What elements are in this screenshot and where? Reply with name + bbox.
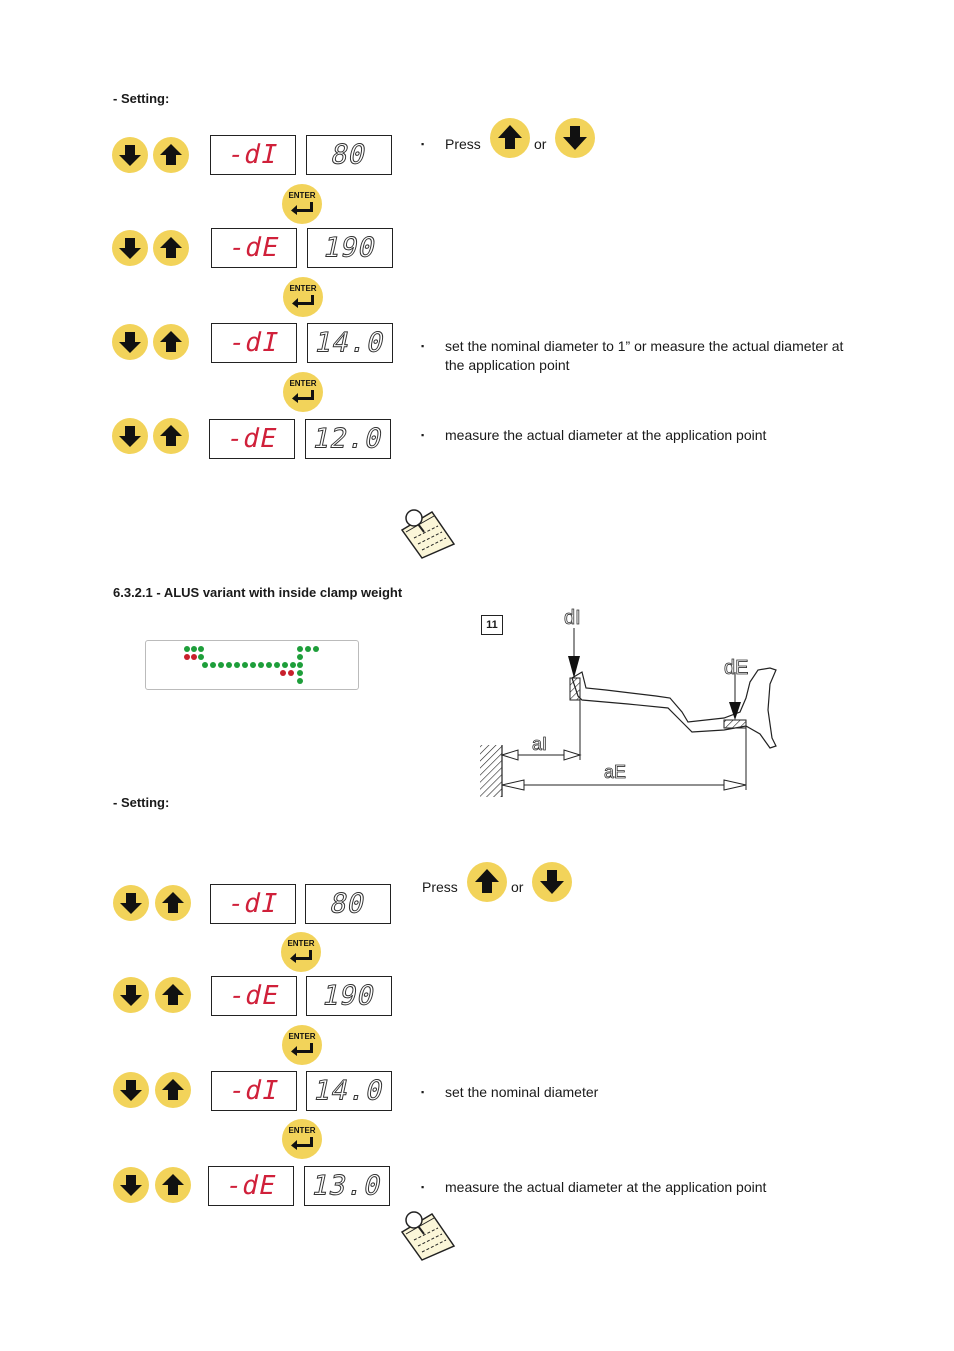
value-display: 13.0 [304, 1166, 390, 1206]
arrow-down-icon [555, 118, 595, 158]
code-display: -dE [209, 419, 295, 459]
instruction-measure-diameter: ▪ measure the actual diameter at the application point [445, 1178, 766, 1197]
code-display: -dI [211, 323, 297, 363]
arrow-up-button[interactable] [153, 137, 189, 173]
arrow-down-button[interactable] [112, 418, 148, 454]
enter-button[interactable]: ENTER [282, 1119, 322, 1159]
code-display: -dE [211, 228, 297, 268]
code-display: -dI [211, 1071, 297, 1111]
figure-number: 11 [481, 615, 503, 635]
or-text: or [534, 136, 547, 152]
led-display-panel [145, 640, 359, 690]
instruction-set-diameter: ▪ set the nominal diameter to 1” or measure the actual diameter at the application point [445, 337, 865, 375]
led-dot [258, 662, 264, 668]
note-pin-icon [398, 1206, 456, 1262]
led-dot [191, 654, 197, 660]
instruction-measure-diameter: ▪ measure the actual diameter at the application point [445, 426, 766, 445]
value-display: 190 [306, 976, 392, 1016]
enter-button[interactable]: ENTER [281, 932, 321, 972]
instruction-set-diameter: ▪ set the nominal diameter [445, 1083, 598, 1102]
arrow-down-button[interactable] [113, 1167, 149, 1203]
led-dot [297, 662, 303, 668]
led-dot [242, 662, 248, 668]
arrow-down-button[interactable] [112, 230, 148, 266]
enter-button[interactable]: ENTER [283, 372, 323, 412]
rim-profile [572, 668, 776, 748]
led-dot [184, 654, 190, 660]
enter-button[interactable]: ENTER [282, 184, 322, 224]
section-title: 6.3.2.1 - ALUS variant with inside clamp weight [113, 585, 403, 600]
led-dot [191, 646, 197, 652]
code-display: -dE [211, 976, 297, 1016]
led-dot [250, 662, 256, 668]
led-dot [305, 646, 311, 652]
value-display: 12.0 [305, 419, 391, 459]
label-aE: aE [604, 762, 627, 782]
arrow-down-button[interactable] [113, 1072, 149, 1108]
value-display: 80 [305, 884, 391, 924]
arrow-up-button[interactable] [155, 1072, 191, 1108]
or-text: or [511, 879, 524, 895]
code-display: -dE [208, 1166, 294, 1206]
arrow-down-icon [532, 862, 572, 902]
arrow-up-button[interactable] [155, 977, 191, 1013]
arrow-up-icon [490, 118, 530, 158]
note-pin-icon [398, 504, 456, 560]
led-dot [297, 646, 303, 652]
led-dot [226, 662, 232, 668]
led-dot [282, 662, 288, 668]
arrow-down-button[interactable] [112, 324, 148, 360]
led-dot [274, 662, 280, 668]
press-instruction: ▪ Press [445, 135, 481, 154]
wall-hatch [480, 745, 502, 797]
arrow-up-button[interactable] [155, 885, 191, 921]
led-dot [266, 662, 272, 668]
led-dot [280, 670, 286, 676]
enter-button[interactable]: ENTER [283, 277, 323, 317]
value-display: 14.0 [306, 1071, 392, 1111]
value-display: 190 [307, 228, 393, 268]
led-dot [234, 662, 240, 668]
led-dot [202, 662, 208, 668]
led-dot [198, 654, 204, 660]
code-display: -dI [210, 884, 296, 924]
arrow-up-button[interactable] [153, 418, 189, 454]
setting-label: - Setting: [113, 91, 170, 106]
led-dot [184, 646, 190, 652]
led-dot [290, 662, 296, 668]
label-dE: dE [724, 657, 749, 679]
outside-weight [724, 720, 746, 728]
arrow-down-button[interactable] [113, 885, 149, 921]
led-dot [218, 662, 224, 668]
code-display: -dI [210, 135, 296, 175]
led-dot [210, 662, 216, 668]
setting-label: - Setting: [113, 795, 170, 810]
arrow-up-button[interactable] [155, 1167, 191, 1203]
inside-weight [570, 678, 580, 700]
led-dot [313, 646, 319, 652]
enter-button[interactable]: ENTER [282, 1025, 322, 1065]
label-aI: aI [532, 734, 548, 754]
label-dI: dI [564, 607, 581, 629]
value-display: 80 [306, 135, 392, 175]
arrow-up-button[interactable] [153, 324, 189, 360]
led-dot [297, 670, 303, 676]
wheel-diagram [478, 600, 798, 805]
arrow-up-button[interactable] [153, 230, 189, 266]
press-instruction: Press [422, 879, 458, 895]
arrow-down-button[interactable] [113, 977, 149, 1013]
led-dot [297, 654, 303, 660]
arrow-down-button[interactable] [112, 137, 148, 173]
value-display: 14.0 [307, 323, 393, 363]
arrow-up-icon [467, 862, 507, 902]
led-dot [198, 646, 204, 652]
led-dot [297, 678, 303, 684]
led-dot [288, 670, 294, 676]
